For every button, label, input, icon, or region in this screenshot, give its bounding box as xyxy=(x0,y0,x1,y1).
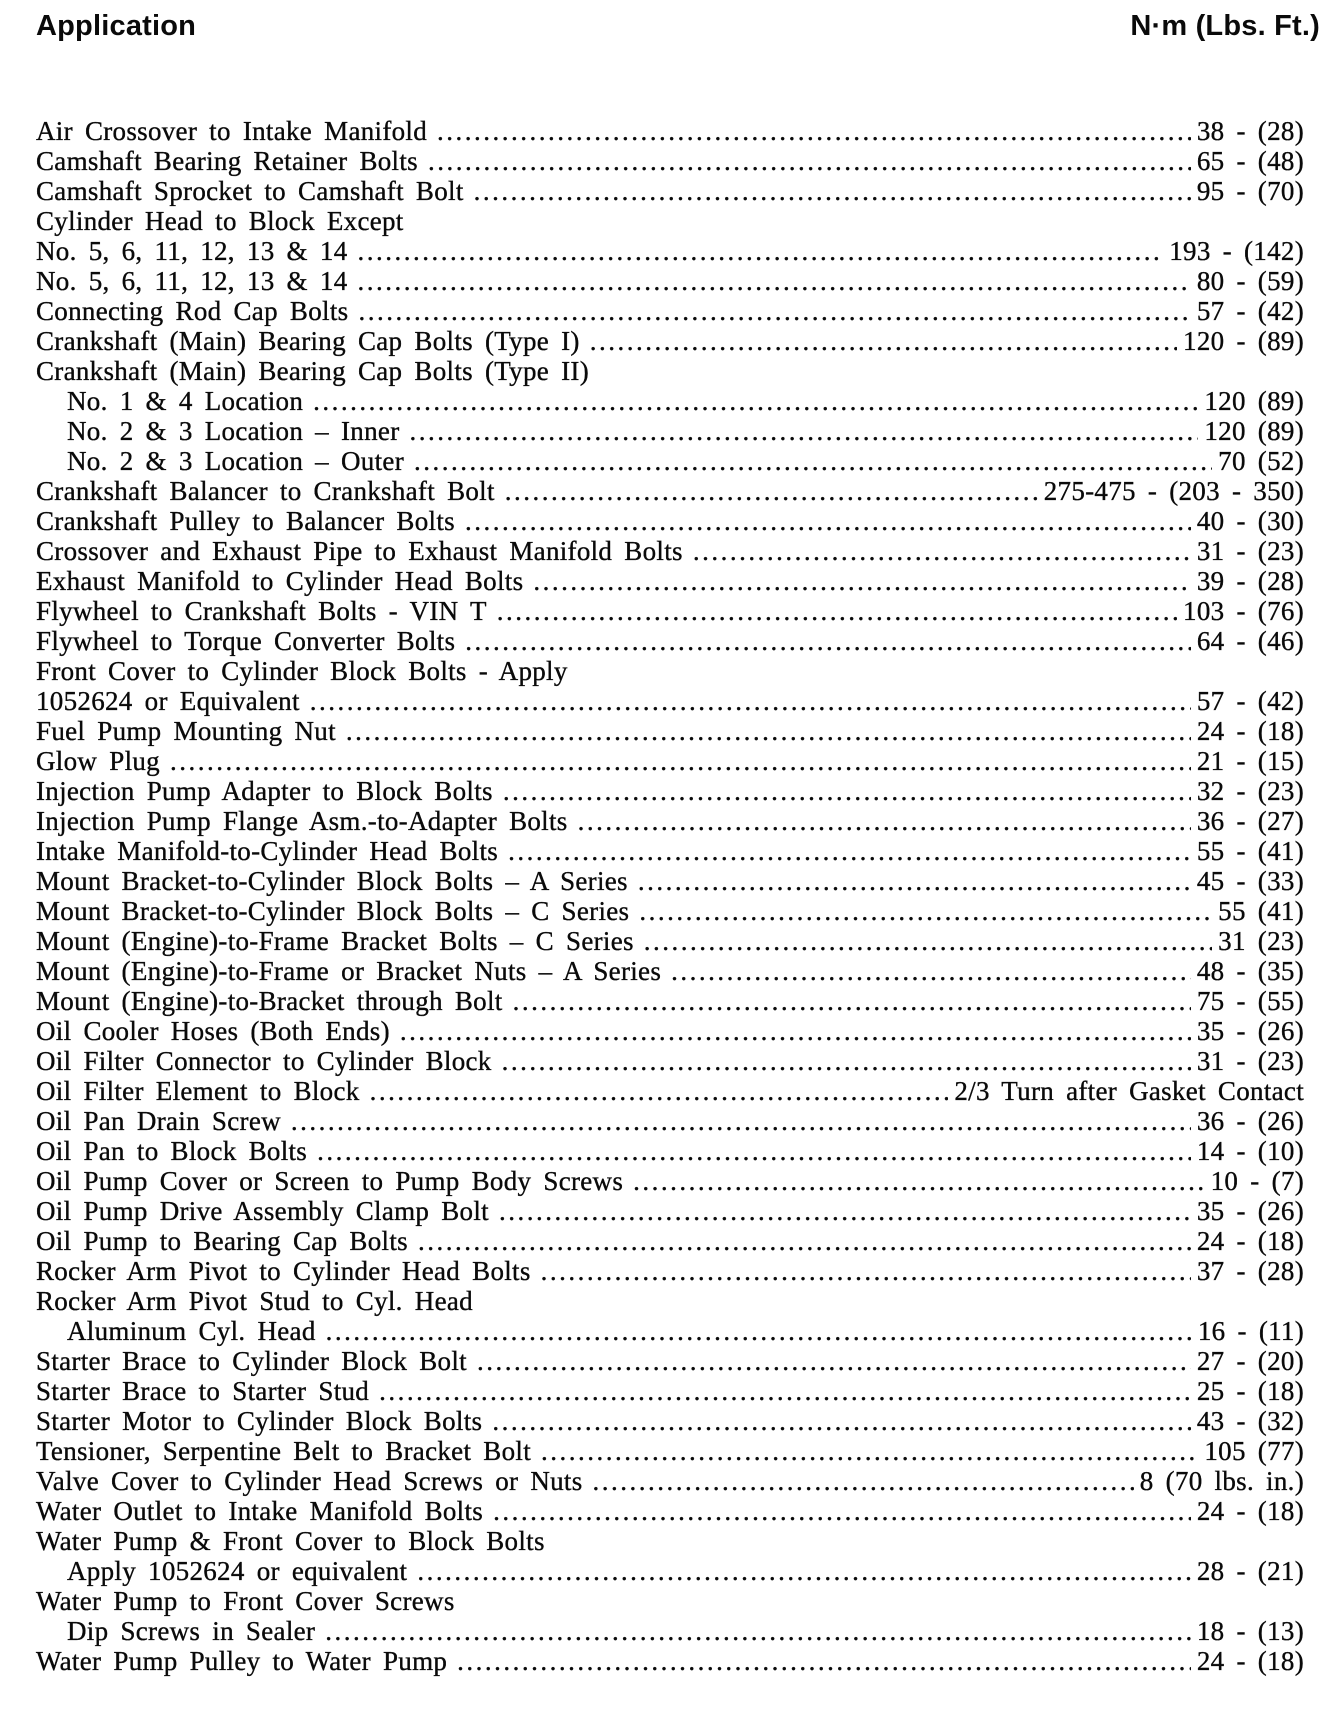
application-label: Rocker Arm Pivot to Cylinder Head Bolts xyxy=(36,1256,531,1286)
application-label: Exhaust Manifold to Cylinder Head Bolts xyxy=(36,566,524,596)
spec-row xyxy=(36,266,1304,296)
application-column-header: Application xyxy=(36,10,197,42)
application-label: Intake Manifold-to-Cylinder Head Bolts xyxy=(36,836,499,866)
spec-row xyxy=(36,626,1304,656)
spec-row xyxy=(36,536,1304,566)
spec-row xyxy=(36,1346,1304,1376)
application-label: Oil Filter Connector to Cylinder Block xyxy=(36,1046,492,1076)
dot-leader xyxy=(639,896,1212,926)
spec-row xyxy=(36,1496,1304,1526)
application-label: Mount Bracket-to-Cylinder Block Bolts – A Series xyxy=(36,866,628,896)
application-label: Oil Pan Drain Screw xyxy=(36,1106,281,1136)
application-label: Starter Brace to Starter Stud xyxy=(36,1376,370,1406)
dot-leader xyxy=(502,1046,1191,1076)
spec-row xyxy=(36,1376,1304,1406)
torque-value: 48 - (35) xyxy=(1196,956,1304,986)
application-label: Aluminum Cyl. Head xyxy=(67,1316,316,1346)
application-label: Starter Brace to Cylinder Block Bolt xyxy=(36,1346,467,1376)
spec-row xyxy=(36,206,1304,236)
torque-value: 24 - (18) xyxy=(1196,1496,1304,1526)
application-label: No. 5, 6, 11, 12, 13 & 14 xyxy=(36,266,348,296)
torque-value: 275-475 - (203 - 350) xyxy=(1043,476,1304,506)
dot-leader xyxy=(414,446,1212,476)
spec-row xyxy=(36,416,1304,446)
dot-leader xyxy=(578,806,1191,836)
torque-value: 39 - (28) xyxy=(1196,566,1304,596)
application-label: Tensioner, Serpentine Belt to Bracket Bolt xyxy=(36,1436,532,1466)
spec-row xyxy=(36,146,1304,176)
spec-row xyxy=(36,746,1304,776)
application-label: Glow Plug xyxy=(36,746,160,776)
torque-value: 64 - (46) xyxy=(1196,626,1304,656)
application-label: Crossover and Exhaust Pipe to Exhaust Manifold Bolts xyxy=(36,536,683,566)
torque-value: 35 - (26) xyxy=(1196,1196,1304,1226)
dot-leader xyxy=(474,176,1191,206)
spec-row xyxy=(36,1616,1304,1646)
spec-row xyxy=(36,896,1304,926)
torque-value: 43 - (32) xyxy=(1196,1406,1304,1436)
application-label: Oil Pump Cover or Screen to Pump Body Screws xyxy=(36,1166,624,1196)
application-label: Apply 1052624 or equivalent xyxy=(67,1556,408,1586)
dot-leader xyxy=(317,1136,1191,1166)
torque-value: 24 - (18) xyxy=(1196,1646,1304,1676)
dot-leader xyxy=(370,1076,949,1106)
torque-value: 45 - (33) xyxy=(1196,866,1304,896)
dot-leader xyxy=(492,1406,1190,1436)
spec-row xyxy=(36,566,1304,596)
spec-row xyxy=(36,1406,1304,1436)
spec-row xyxy=(36,1556,1304,1586)
torque-value: 103 - (76) xyxy=(1183,596,1304,626)
application-label: Mount Bracket-to-Cylinder Block Bolts – C Series xyxy=(36,896,630,926)
torque-value: 38 - (28) xyxy=(1196,116,1304,146)
dot-leader xyxy=(633,1166,1204,1196)
application-label: Crankshaft Pulley to Balancer Bolts xyxy=(36,506,455,536)
torque-value: 18 - (13) xyxy=(1196,1616,1304,1646)
application-label: 1052624 or Equivalent xyxy=(36,686,300,716)
torque-value: 105 (77) xyxy=(1204,1436,1304,1466)
spec-row xyxy=(36,1076,1304,1106)
torque-value: 32 - (23) xyxy=(1196,776,1304,806)
application-label: Valve Cover to Cylinder Head Screws or Nuts xyxy=(36,1466,583,1496)
application-label: Oil Pan to Block Bolts xyxy=(36,1136,308,1166)
application-label: Water Pump & Front Cover to Block Bolts xyxy=(36,1526,545,1556)
dot-leader xyxy=(493,1496,1191,1526)
application-label: Water Pump Pulley to Water Pump xyxy=(36,1646,448,1676)
torque-value: 8 (70 lbs. in.) xyxy=(1139,1466,1304,1496)
spec-row xyxy=(36,776,1304,806)
dot-leader xyxy=(541,1256,1191,1286)
application-label: Mount (Engine)-to-Frame Bracket Bolts – C Series xyxy=(36,926,634,956)
application-label: Cylinder Head to Block Except xyxy=(36,206,404,236)
torque-value: 16 - (11) xyxy=(1197,1316,1304,1346)
torque-value: 55 (41) xyxy=(1218,896,1304,926)
torque-value: 25 - (18) xyxy=(1196,1376,1304,1406)
spec-row xyxy=(36,1286,1304,1316)
dot-leader xyxy=(409,416,1198,446)
spec-row xyxy=(36,1136,1304,1166)
spec-row xyxy=(36,956,1304,986)
application-label: Crankshaft Balancer to Crankshaft Bolt xyxy=(36,476,495,506)
application-label: Water Outlet to Intake Manifold Bolts xyxy=(36,1496,484,1526)
torque-value: 36 - (26) xyxy=(1196,1106,1304,1136)
application-label: Flywheel to Crankshaft Bolts - VIN T xyxy=(36,596,487,626)
application-label: Oil Pump Drive Assembly Clamp Bolt xyxy=(36,1196,489,1226)
application-label: No. 2 & 3 Location – Outer xyxy=(67,446,404,476)
torque-value: 21 - (15) xyxy=(1196,746,1304,776)
spec-row xyxy=(36,716,1304,746)
spec-row xyxy=(36,356,1304,386)
spec-row xyxy=(36,596,1304,626)
application-label: Mount (Engine)-to-Bracket through Bolt xyxy=(36,986,503,1016)
spec-row xyxy=(36,1466,1304,1496)
dot-leader xyxy=(325,1616,1191,1646)
torque-value: 120 - (89) xyxy=(1183,326,1304,356)
dot-leader xyxy=(457,1646,1191,1676)
spec-row xyxy=(36,1196,1304,1226)
application-label: Connecting Rod Cap Bolts xyxy=(36,296,349,326)
torque-value: 80 - (59) xyxy=(1196,266,1304,296)
torque-spec-list xyxy=(36,116,1320,1676)
spec-row xyxy=(36,656,1304,686)
spec-row xyxy=(36,1016,1304,1046)
dot-leader xyxy=(346,716,1191,746)
dot-leader xyxy=(326,1316,1192,1346)
application-label: Crankshaft (Main) Bearing Cap Bolts (Type II) xyxy=(36,356,589,386)
spec-row xyxy=(36,476,1304,506)
dot-leader xyxy=(671,956,1191,986)
torque-value: 24 - (18) xyxy=(1196,1226,1304,1256)
spec-row xyxy=(36,806,1304,836)
application-label: Injection Pump Adapter to Block Bolts xyxy=(36,776,493,806)
dot-leader xyxy=(358,266,1191,296)
torque-value: 31 - (23) xyxy=(1196,1046,1304,1076)
dot-leader xyxy=(291,1106,1191,1136)
application-label: Dip Screws in Sealer xyxy=(67,1616,316,1646)
dot-leader xyxy=(593,1466,1134,1496)
dot-leader xyxy=(170,746,1191,776)
spec-row xyxy=(36,1316,1304,1346)
application-label: Camshaft Bearing Retainer Bolts xyxy=(36,146,418,176)
dot-leader xyxy=(638,866,1191,896)
spec-row xyxy=(36,836,1304,866)
torque-value: 193 - (142) xyxy=(1169,236,1304,266)
dot-leader xyxy=(310,686,1191,716)
spec-row xyxy=(36,866,1304,896)
torque-value: 37 - (28) xyxy=(1196,1256,1304,1286)
dot-leader xyxy=(313,386,1198,416)
dot-leader xyxy=(358,236,1164,266)
torque-value: 31 - (23) xyxy=(1196,536,1304,566)
dot-leader xyxy=(644,926,1212,956)
dot-leader xyxy=(505,476,1038,506)
application-label: Starter Motor to Cylinder Block Bolts xyxy=(36,1406,483,1436)
dot-leader xyxy=(379,1376,1191,1406)
application-label: Mount (Engine)-to-Frame or Bracket Nuts – A Series xyxy=(36,956,662,986)
application-label: Oil Pump to Bearing Cap Bolts xyxy=(36,1226,408,1256)
dot-leader xyxy=(465,626,1191,656)
torque-value: 36 - (27) xyxy=(1196,806,1304,836)
application-label: Crankshaft (Main) Bearing Cap Bolts (Type I) xyxy=(36,326,580,356)
spec-row xyxy=(36,326,1304,356)
spec-row xyxy=(36,446,1304,476)
dot-leader xyxy=(477,1346,1191,1376)
application-label: Fuel Pump Mounting Nut xyxy=(36,716,336,746)
torque-value: 57 - (42) xyxy=(1196,686,1304,716)
spec-row xyxy=(36,1166,1304,1196)
spec-row xyxy=(36,1106,1304,1136)
dot-leader xyxy=(590,326,1177,356)
torque-value: 14 - (10) xyxy=(1196,1136,1304,1166)
application-label: Rocker Arm Pivot Stud to Cyl. Head xyxy=(36,1286,473,1316)
spec-row xyxy=(36,296,1304,326)
dot-leader xyxy=(358,296,1190,326)
spec-row xyxy=(36,1226,1304,1256)
spec-row xyxy=(36,1256,1304,1286)
spec-row xyxy=(36,1586,1304,1616)
application-label: Front Cover to Cylinder Block Bolts - Apply xyxy=(36,656,568,686)
dot-leader xyxy=(499,1196,1191,1226)
spec-row xyxy=(36,386,1304,416)
torque-value: 75 - (55) xyxy=(1196,986,1304,1016)
dot-leader xyxy=(465,506,1191,536)
application-label: Air Crossover to Intake Manifold xyxy=(36,116,428,146)
spec-row xyxy=(36,1646,1304,1676)
torque-units-column-header: N·m (Lbs. Ft.) xyxy=(1130,10,1320,42)
torque-value: 35 - (26) xyxy=(1196,1016,1304,1046)
spec-row xyxy=(36,176,1304,206)
application-label: No. 5, 6, 11, 12, 13 & 14 xyxy=(36,236,348,266)
dot-leader xyxy=(693,536,1191,566)
dot-leader xyxy=(503,776,1191,806)
application-label: Oil Filter Element to Block xyxy=(36,1076,360,1106)
spec-row xyxy=(36,1436,1304,1466)
spec-row xyxy=(36,236,1304,266)
dot-leader xyxy=(418,1226,1191,1256)
table-header xyxy=(36,10,1320,43)
spec-row xyxy=(36,116,1304,146)
application-label: Flywheel to Torque Converter Bolts xyxy=(36,626,456,656)
spec-row xyxy=(36,926,1304,956)
torque-value: 10 - (7) xyxy=(1210,1166,1304,1196)
application-label: Injection Pump Flange Asm.-to-Adapter Bolts xyxy=(36,806,568,836)
dot-leader xyxy=(541,1436,1198,1466)
dot-leader xyxy=(417,1556,1191,1586)
spec-row xyxy=(36,986,1304,1016)
dot-leader xyxy=(497,596,1177,626)
torque-value: 24 - (18) xyxy=(1196,716,1304,746)
torque-value: 55 - (41) xyxy=(1196,836,1304,866)
dot-leader xyxy=(400,1016,1191,1046)
spec-row xyxy=(36,1526,1304,1556)
application-label: No. 1 & 4 Location xyxy=(67,386,304,416)
torque-value: 31 (23) xyxy=(1218,926,1304,956)
dot-leader xyxy=(428,146,1191,176)
application-label: Oil Cooler Hoses (Both Ends) xyxy=(36,1016,390,1046)
dot-leader xyxy=(437,116,1191,146)
application-label: Water Pump to Front Cover Screws xyxy=(36,1586,455,1616)
torque-value: 95 - (70) xyxy=(1196,176,1304,206)
application-label: No. 2 & 3 Location – Inner xyxy=(67,416,400,446)
torque-value: 70 (52) xyxy=(1218,446,1304,476)
torque-value: 65 - (48) xyxy=(1196,146,1304,176)
torque-value: 2/3 Turn after Gasket Contact xyxy=(954,1076,1304,1106)
spec-row xyxy=(36,1046,1304,1076)
torque-value: 40 - (30) xyxy=(1196,506,1304,536)
torque-value: 120 (89) xyxy=(1204,386,1304,416)
torque-value: 57 - (42) xyxy=(1196,296,1304,326)
torque-value: 120 (89) xyxy=(1204,416,1304,446)
dot-leader xyxy=(513,986,1191,1016)
dot-leader xyxy=(508,836,1191,866)
torque-value: 27 - (20) xyxy=(1196,1346,1304,1376)
spec-row xyxy=(36,686,1304,716)
torque-value: 28 - (21) xyxy=(1196,1556,1304,1586)
dot-leader xyxy=(533,566,1190,596)
spec-row xyxy=(36,506,1304,536)
application-label: Camshaft Sprocket to Camshaft Bolt xyxy=(36,176,464,206)
